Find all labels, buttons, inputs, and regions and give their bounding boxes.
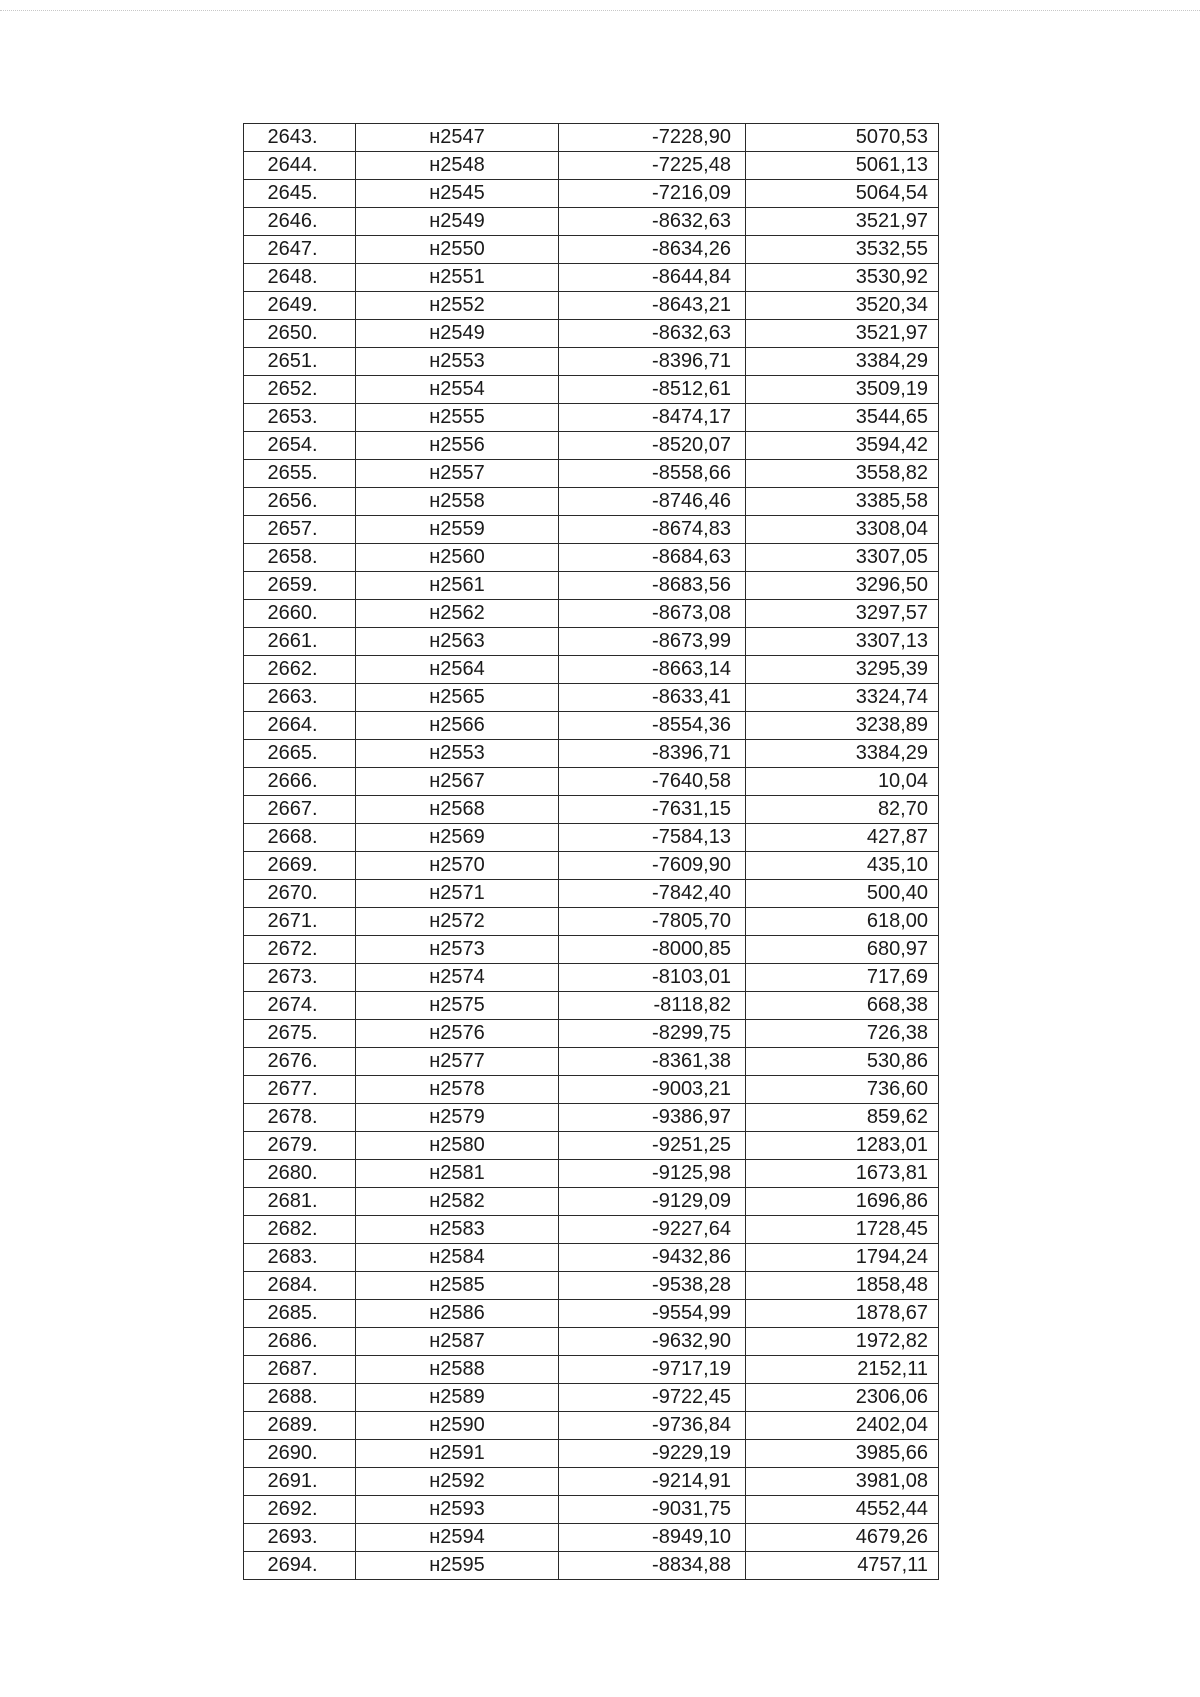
table-row bbox=[244, 320, 939, 348]
x-coordinate-cell: -9003,21 bbox=[559, 1076, 746, 1104]
y-coordinate-cell: 1283,01 bbox=[746, 1132, 939, 1160]
x-coordinate-cell: -7225,48 bbox=[559, 152, 746, 180]
x-coordinate-cell: -8674,83 bbox=[559, 516, 746, 544]
x-coordinate-cell: -9736,84 bbox=[559, 1412, 746, 1440]
table-row bbox=[244, 768, 939, 796]
row-number-cell: 2667. bbox=[244, 796, 356, 824]
x-coordinate-cell: -7584,13 bbox=[559, 824, 746, 852]
y-coordinate-cell: 3985,66 bbox=[746, 1440, 939, 1468]
row-number-cell: 2690. bbox=[244, 1440, 356, 1468]
y-coordinate-cell: 717,69 bbox=[746, 964, 939, 992]
table-row bbox=[244, 796, 939, 824]
table-row bbox=[244, 516, 939, 544]
y-coordinate-cell: 668,38 bbox=[746, 992, 939, 1020]
row-number-cell: 2653. bbox=[244, 404, 356, 432]
y-coordinate-cell: 3308,04 bbox=[746, 516, 939, 544]
x-coordinate-cell: -8673,99 bbox=[559, 628, 746, 656]
y-coordinate-cell: 3384,29 bbox=[746, 348, 939, 376]
row-number-cell: 2682. bbox=[244, 1216, 356, 1244]
row-number-cell: 2662. bbox=[244, 656, 356, 684]
table-row bbox=[244, 1440, 939, 1468]
y-coordinate-cell: 530,86 bbox=[746, 1048, 939, 1076]
table-row bbox=[244, 1272, 939, 1300]
table-row bbox=[244, 1328, 939, 1356]
y-coordinate-cell: 3324,74 bbox=[746, 684, 939, 712]
x-coordinate-cell: -8632,63 bbox=[559, 320, 746, 348]
x-coordinate-cell: -8396,71 bbox=[559, 740, 746, 768]
row-number-cell: 2680. bbox=[244, 1160, 356, 1188]
x-coordinate-cell: -9717,19 bbox=[559, 1356, 746, 1384]
table-row bbox=[244, 1216, 939, 1244]
y-coordinate-cell: 5061,13 bbox=[746, 152, 939, 180]
point-id-cell: н2558 bbox=[356, 488, 559, 516]
table-row bbox=[244, 488, 939, 516]
row-number-cell: 2683. bbox=[244, 1244, 356, 1272]
point-id-cell: н2548 bbox=[356, 152, 559, 180]
x-coordinate-cell: -8396,71 bbox=[559, 348, 746, 376]
y-coordinate-cell: 2402,04 bbox=[746, 1412, 939, 1440]
table-row bbox=[244, 432, 939, 460]
y-coordinate-cell: 2152,11 bbox=[746, 1356, 939, 1384]
table-row bbox=[244, 544, 939, 572]
x-coordinate-cell: -9722,45 bbox=[559, 1384, 746, 1412]
x-coordinate-cell: -8103,01 bbox=[559, 964, 746, 992]
y-coordinate-cell: 1794,24 bbox=[746, 1244, 939, 1272]
table-row bbox=[244, 1132, 939, 1160]
point-id-cell: н2551 bbox=[356, 264, 559, 292]
y-coordinate-cell: 3385,58 bbox=[746, 488, 939, 516]
point-id-cell: н2593 bbox=[356, 1496, 559, 1524]
table-row bbox=[244, 1356, 939, 1384]
y-coordinate-cell: 10,04 bbox=[746, 768, 939, 796]
row-number-cell: 2661. bbox=[244, 628, 356, 656]
point-id-cell: н2591 bbox=[356, 1440, 559, 1468]
x-coordinate-cell: -7631,15 bbox=[559, 796, 746, 824]
x-coordinate-cell: -7842,40 bbox=[559, 880, 746, 908]
table-row bbox=[244, 964, 939, 992]
x-coordinate-cell: -7609,90 bbox=[559, 852, 746, 880]
row-number-cell: 2666. bbox=[244, 768, 356, 796]
x-coordinate-cell: -8520,07 bbox=[559, 432, 746, 460]
x-coordinate-cell: -9432,86 bbox=[559, 1244, 746, 1272]
row-number-cell: 2657. bbox=[244, 516, 356, 544]
point-id-cell: н2574 bbox=[356, 964, 559, 992]
y-coordinate-cell: 427,87 bbox=[746, 824, 939, 852]
table-row bbox=[244, 1188, 939, 1216]
point-id-cell: н2552 bbox=[356, 292, 559, 320]
point-id-cell: н2587 bbox=[356, 1328, 559, 1356]
y-coordinate-cell: 500,40 bbox=[746, 880, 939, 908]
row-number-cell: 2688. bbox=[244, 1384, 356, 1412]
row-number-cell: 2659. bbox=[244, 572, 356, 600]
x-coordinate-cell: -9129,09 bbox=[559, 1188, 746, 1216]
point-id-cell: н2564 bbox=[356, 656, 559, 684]
row-number-cell: 2676. bbox=[244, 1048, 356, 1076]
y-coordinate-cell: 435,10 bbox=[746, 852, 939, 880]
x-coordinate-cell: -8643,21 bbox=[559, 292, 746, 320]
row-number-cell: 2654. bbox=[244, 432, 356, 460]
y-coordinate-cell: 4757,11 bbox=[746, 1552, 939, 1580]
point-id-cell: н2592 bbox=[356, 1468, 559, 1496]
point-id-cell: н2569 bbox=[356, 824, 559, 852]
row-number-cell: 2655. bbox=[244, 460, 356, 488]
row-number-cell: 2694. bbox=[244, 1552, 356, 1580]
table-row bbox=[244, 572, 939, 600]
point-id-cell: н2547 bbox=[356, 124, 559, 152]
x-coordinate-cell: -8644,84 bbox=[559, 264, 746, 292]
x-coordinate-cell: -8299,75 bbox=[559, 1020, 746, 1048]
point-id-cell: н2549 bbox=[356, 208, 559, 236]
row-number-cell: 2691. bbox=[244, 1468, 356, 1496]
point-id-cell: н2560 bbox=[356, 544, 559, 572]
x-coordinate-cell: -8554,36 bbox=[559, 712, 746, 740]
table-row bbox=[244, 292, 939, 320]
row-number-cell: 2651. bbox=[244, 348, 356, 376]
point-id-cell: н2585 bbox=[356, 1272, 559, 1300]
y-coordinate-cell: 1878,67 bbox=[746, 1300, 939, 1328]
y-coordinate-cell: 4679,26 bbox=[746, 1524, 939, 1552]
table-row bbox=[244, 180, 939, 208]
y-coordinate-cell: 3532,55 bbox=[746, 236, 939, 264]
point-id-cell: н2580 bbox=[356, 1132, 559, 1160]
y-coordinate-cell: 3530,92 bbox=[746, 264, 939, 292]
y-coordinate-cell: 3981,08 bbox=[746, 1468, 939, 1496]
row-number-cell: 2685. bbox=[244, 1300, 356, 1328]
x-coordinate-cell: -9538,28 bbox=[559, 1272, 746, 1300]
row-number-cell: 2649. bbox=[244, 292, 356, 320]
table-row bbox=[244, 1020, 939, 1048]
y-coordinate-cell: 3384,29 bbox=[746, 740, 939, 768]
row-number-cell: 2665. bbox=[244, 740, 356, 768]
y-coordinate-cell: 3296,50 bbox=[746, 572, 939, 600]
point-id-cell: н2573 bbox=[356, 936, 559, 964]
row-number-cell: 2675. bbox=[244, 1020, 356, 1048]
x-coordinate-cell: -8512,61 bbox=[559, 376, 746, 404]
point-id-cell: н2588 bbox=[356, 1356, 559, 1384]
x-coordinate-cell: -8834,88 bbox=[559, 1552, 746, 1580]
x-coordinate-cell: -8633,41 bbox=[559, 684, 746, 712]
point-id-cell: н2570 bbox=[356, 852, 559, 880]
table-row bbox=[244, 600, 939, 628]
table-row bbox=[244, 404, 939, 432]
y-coordinate-cell: 3238,89 bbox=[746, 712, 939, 740]
x-coordinate-cell: -7228,90 bbox=[559, 124, 746, 152]
x-coordinate-cell: -9251,25 bbox=[559, 1132, 746, 1160]
point-id-cell: н2576 bbox=[356, 1020, 559, 1048]
row-number-cell: 2687. bbox=[244, 1356, 356, 1384]
point-id-cell: н2572 bbox=[356, 908, 559, 936]
point-id-cell: н2556 bbox=[356, 432, 559, 460]
x-coordinate-cell: -8634,26 bbox=[559, 236, 746, 264]
point-id-cell: н2582 bbox=[356, 1188, 559, 1216]
point-id-cell: н2549 bbox=[356, 320, 559, 348]
y-coordinate-cell: 1972,82 bbox=[746, 1328, 939, 1356]
row-number-cell: 2671. bbox=[244, 908, 356, 936]
point-id-cell: н2559 bbox=[356, 516, 559, 544]
x-coordinate-cell: -8663,14 bbox=[559, 656, 746, 684]
x-coordinate-cell: -8000,85 bbox=[559, 936, 746, 964]
row-number-cell: 2644. bbox=[244, 152, 356, 180]
point-id-cell: н2579 bbox=[356, 1104, 559, 1132]
row-number-cell: 2692. bbox=[244, 1496, 356, 1524]
point-id-cell: н2554 bbox=[356, 376, 559, 404]
row-number-cell: 2672. bbox=[244, 936, 356, 964]
row-number-cell: 2646. bbox=[244, 208, 356, 236]
point-id-cell: н2590 bbox=[356, 1412, 559, 1440]
row-number-cell: 2693. bbox=[244, 1524, 356, 1552]
coordinates-table bbox=[243, 123, 939, 1580]
y-coordinate-cell: 1673,81 bbox=[746, 1160, 939, 1188]
y-coordinate-cell: 5070,53 bbox=[746, 124, 939, 152]
point-id-cell: н2563 bbox=[356, 628, 559, 656]
point-id-cell: н2595 bbox=[356, 1552, 559, 1580]
point-id-cell: н2578 bbox=[356, 1076, 559, 1104]
y-coordinate-cell: 3297,57 bbox=[746, 600, 939, 628]
x-coordinate-cell: -8684,63 bbox=[559, 544, 746, 572]
y-coordinate-cell: 3509,19 bbox=[746, 376, 939, 404]
table-row bbox=[244, 1496, 939, 1524]
row-number-cell: 2684. bbox=[244, 1272, 356, 1300]
x-coordinate-cell: -9125,98 bbox=[559, 1160, 746, 1188]
point-id-cell: н2555 bbox=[356, 404, 559, 432]
table-row bbox=[244, 1160, 939, 1188]
point-id-cell: н2553 bbox=[356, 740, 559, 768]
row-number-cell: 2664. bbox=[244, 712, 356, 740]
y-coordinate-cell: 680,97 bbox=[746, 936, 939, 964]
point-id-cell: н2594 bbox=[356, 1524, 559, 1552]
table-row bbox=[244, 1552, 939, 1580]
x-coordinate-cell: -9229,19 bbox=[559, 1440, 746, 1468]
x-coordinate-cell: -8949,10 bbox=[559, 1524, 746, 1552]
y-coordinate-cell: 2306,06 bbox=[746, 1384, 939, 1412]
x-coordinate-cell: -8474,17 bbox=[559, 404, 746, 432]
x-coordinate-cell: -8632,63 bbox=[559, 208, 746, 236]
y-coordinate-cell: 736,60 bbox=[746, 1076, 939, 1104]
table-row bbox=[244, 852, 939, 880]
point-id-cell: н2565 bbox=[356, 684, 559, 712]
point-id-cell: н2581 bbox=[356, 1160, 559, 1188]
y-coordinate-cell: 4552,44 bbox=[746, 1496, 939, 1524]
x-coordinate-cell: -8558,66 bbox=[559, 460, 746, 488]
y-coordinate-cell: 859,62 bbox=[746, 1104, 939, 1132]
point-id-cell: н2571 bbox=[356, 880, 559, 908]
x-coordinate-cell: -8746,46 bbox=[559, 488, 746, 516]
table-row bbox=[244, 376, 939, 404]
x-coordinate-cell: -8118,82 bbox=[559, 992, 746, 1020]
point-id-cell: н2568 bbox=[356, 796, 559, 824]
table-row bbox=[244, 1384, 939, 1412]
point-id-cell: н2561 bbox=[356, 572, 559, 600]
x-coordinate-cell: -7805,70 bbox=[559, 908, 746, 936]
y-coordinate-cell: 3520,34 bbox=[746, 292, 939, 320]
table-row bbox=[244, 1412, 939, 1440]
point-id-cell: н2567 bbox=[356, 768, 559, 796]
y-coordinate-cell: 5064,54 bbox=[746, 180, 939, 208]
x-coordinate-cell: -9214,91 bbox=[559, 1468, 746, 1496]
coordinates-table-body bbox=[244, 124, 939, 1580]
table-row bbox=[244, 1048, 939, 1076]
row-number-cell: 2678. bbox=[244, 1104, 356, 1132]
table-row bbox=[244, 1104, 939, 1132]
table-row bbox=[244, 1468, 939, 1496]
row-number-cell: 2686. bbox=[244, 1328, 356, 1356]
row-number-cell: 2650. bbox=[244, 320, 356, 348]
y-coordinate-cell: 3544,65 bbox=[746, 404, 939, 432]
x-coordinate-cell: -7640,58 bbox=[559, 768, 746, 796]
y-coordinate-cell: 82,70 bbox=[746, 796, 939, 824]
point-id-cell: н2545 bbox=[356, 180, 559, 208]
point-id-cell: н2586 bbox=[356, 1300, 559, 1328]
point-id-cell: н2583 bbox=[356, 1216, 559, 1244]
y-coordinate-cell: 618,00 bbox=[746, 908, 939, 936]
table-row bbox=[244, 684, 939, 712]
point-id-cell: н2550 bbox=[356, 236, 559, 264]
table-row bbox=[244, 236, 939, 264]
point-id-cell: н2584 bbox=[356, 1244, 559, 1272]
row-number-cell: 2643. bbox=[244, 124, 356, 152]
row-number-cell: 2652. bbox=[244, 376, 356, 404]
x-coordinate-cell: -9386,97 bbox=[559, 1104, 746, 1132]
table-row bbox=[244, 880, 939, 908]
row-number-cell: 2647. bbox=[244, 236, 356, 264]
x-coordinate-cell: -9554,99 bbox=[559, 1300, 746, 1328]
table-row bbox=[244, 1300, 939, 1328]
y-coordinate-cell: 1858,48 bbox=[746, 1272, 939, 1300]
x-coordinate-cell: -8683,56 bbox=[559, 572, 746, 600]
x-coordinate-cell: -9227,64 bbox=[559, 1216, 746, 1244]
row-number-cell: 2689. bbox=[244, 1412, 356, 1440]
table-row bbox=[244, 124, 939, 152]
row-number-cell: 2673. bbox=[244, 964, 356, 992]
y-coordinate-cell: 1728,45 bbox=[746, 1216, 939, 1244]
table-row bbox=[244, 208, 939, 236]
row-number-cell: 2648. bbox=[244, 264, 356, 292]
table-row bbox=[244, 1076, 939, 1104]
row-number-cell: 2669. bbox=[244, 852, 356, 880]
y-coordinate-cell: 3594,42 bbox=[746, 432, 939, 460]
x-coordinate-cell: -8361,38 bbox=[559, 1048, 746, 1076]
row-number-cell: 2677. bbox=[244, 1076, 356, 1104]
row-number-cell: 2658. bbox=[244, 544, 356, 572]
table-row bbox=[244, 628, 939, 656]
point-id-cell: н2566 bbox=[356, 712, 559, 740]
y-coordinate-cell: 3521,97 bbox=[746, 320, 939, 348]
y-coordinate-cell: 3558,82 bbox=[746, 460, 939, 488]
table-row bbox=[244, 908, 939, 936]
table-row bbox=[244, 712, 939, 740]
table-row bbox=[244, 656, 939, 684]
row-number-cell: 2674. bbox=[244, 992, 356, 1020]
table-row bbox=[244, 740, 939, 768]
y-coordinate-cell: 3521,97 bbox=[746, 208, 939, 236]
point-id-cell: н2562 bbox=[356, 600, 559, 628]
row-number-cell: 2660. bbox=[244, 600, 356, 628]
y-coordinate-cell: 3307,13 bbox=[746, 628, 939, 656]
table-row bbox=[244, 936, 939, 964]
point-id-cell: н2553 bbox=[356, 348, 559, 376]
table-row bbox=[244, 1244, 939, 1272]
x-coordinate-cell: -9632,90 bbox=[559, 1328, 746, 1356]
table-row bbox=[244, 152, 939, 180]
y-coordinate-cell: 1696,86 bbox=[746, 1188, 939, 1216]
point-id-cell: н2575 bbox=[356, 992, 559, 1020]
scan-top-edge bbox=[0, 10, 1200, 11]
x-coordinate-cell: -7216,09 bbox=[559, 180, 746, 208]
x-coordinate-cell: -9031,75 bbox=[559, 1496, 746, 1524]
x-coordinate-cell: -8673,08 bbox=[559, 600, 746, 628]
y-coordinate-cell: 3307,05 bbox=[746, 544, 939, 572]
y-coordinate-cell: 3295,39 bbox=[746, 656, 939, 684]
table-row bbox=[244, 992, 939, 1020]
y-coordinate-cell: 726,38 bbox=[746, 1020, 939, 1048]
table-row bbox=[244, 1524, 939, 1552]
point-id-cell: н2577 bbox=[356, 1048, 559, 1076]
row-number-cell: 2645. bbox=[244, 180, 356, 208]
point-id-cell: н2557 bbox=[356, 460, 559, 488]
table-row bbox=[244, 348, 939, 376]
row-number-cell: 2681. bbox=[244, 1188, 356, 1216]
row-number-cell: 2663. bbox=[244, 684, 356, 712]
row-number-cell: 2670. bbox=[244, 880, 356, 908]
row-number-cell: 2679. bbox=[244, 1132, 356, 1160]
table-row bbox=[244, 824, 939, 852]
row-number-cell: 2668. bbox=[244, 824, 356, 852]
table-row bbox=[244, 264, 939, 292]
point-id-cell: н2589 bbox=[356, 1384, 559, 1412]
row-number-cell: 2656. bbox=[244, 488, 356, 516]
table-row bbox=[244, 460, 939, 488]
